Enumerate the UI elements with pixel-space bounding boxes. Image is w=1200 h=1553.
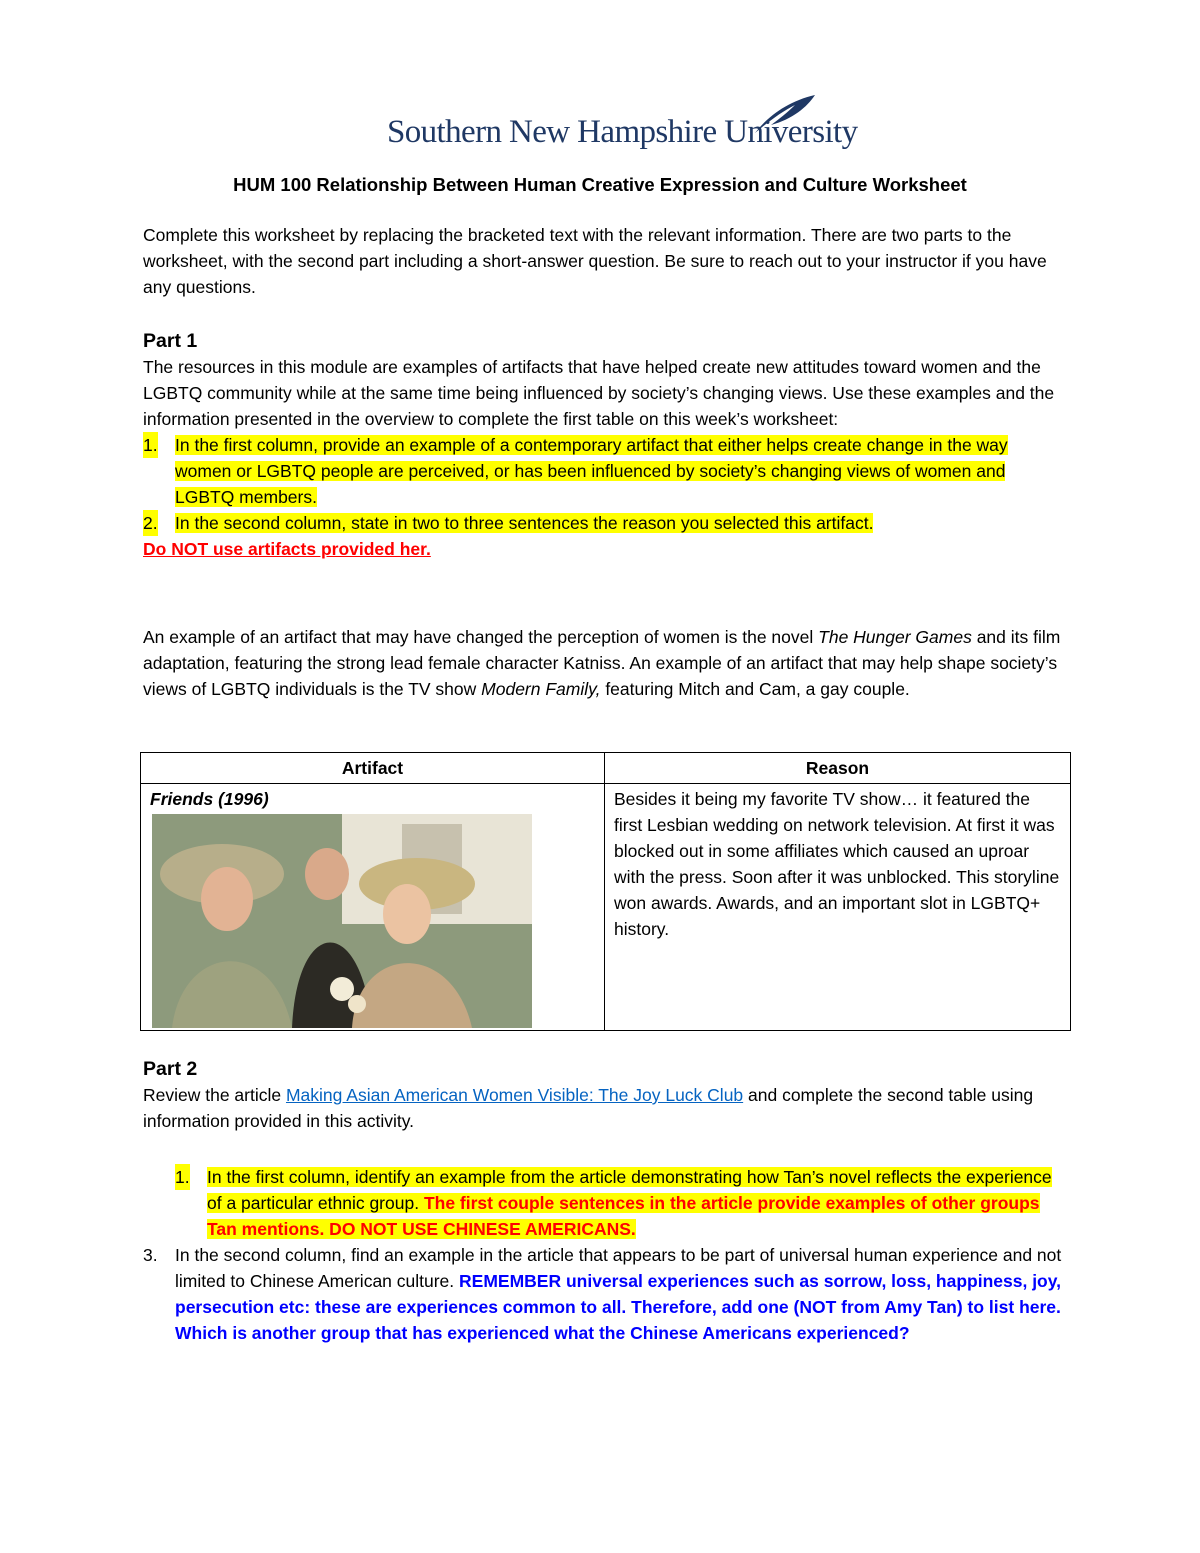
table-header-row	[141, 753, 1071, 784]
column-header-artifact: Artifact	[141, 753, 605, 784]
photo-illustration	[152, 814, 532, 1028]
part2-instruction-3	[143, 1242, 1068, 1346]
university-logo	[383, 93, 858, 165]
intro-paragraph: Complete this worksheet by replacing the bracketed text with the relevant information. There are two parts to the worksheet, with the second part including a short-answer question. Be sure to reach out to your instructor if you have any questions.	[143, 225, 1047, 297]
reason-cell: Besides it being my favorite TV show… it featured the first Lesbian wedding on network television. At first it was blocked out in some affiliates which caused an uproar with the press. Soon after it was unblocked. This storyline won awards. Awards, and an important slot in LGBTQ+ history.	[605, 784, 1071, 1031]
table-row	[141, 784, 1071, 1031]
part2-instructions	[175, 1164, 1068, 1242]
list-item: 2. In the second column, state in two to three sentences the reason you selected this artifact.	[143, 510, 1068, 536]
column-header-reason: Reason	[605, 753, 1071, 784]
part1-heading: Part 1	[143, 330, 198, 352]
article-link[interactable]: Making Asian American Women Visible: The Joy Luck Club	[285, 1085, 744, 1105]
logo-text: Southern New Hampshire University	[387, 114, 858, 150]
part2-review: Review the article Making Asian American Women Visible: The Joy Luck Club and complete the second table using information provided in this activity.	[143, 1085, 1034, 1131]
list-item: 3. In the second column, find an example in the article that appears to be part of universal human experience and not limited to Chinese American culture. REMEMBER universal experiences such as sorrow, loss, happiness, joy, persecution etc: these are experiences common to all. Therefore, add one (NOT from Amy Tan) to list here. Which is another group that has experienced what the Chinese Americans experienced?	[143, 1245, 1062, 1343]
page-title: HUM 100 Relationship Between Human Creative Expression and Culture Worksheet	[233, 174, 967, 195]
part2-heading: Part 2	[143, 1058, 198, 1080]
warning-text: Do NOT use artifacts provided her.	[143, 539, 431, 559]
example-paragraph: An example of an artifact that may have changed the perception of women is the novel The Hunger Games and its film adaptation, featuring the strong lead female character Katniss. An example of an artifact that may help shape society’s views of LGBTQ individuals is the TV show Modern Family, featuring Mitch and Cam, a gay couple.	[143, 627, 1061, 699]
part2-section	[143, 1056, 1068, 1134]
part1-description: The resources in this module are examples of artifacts that have helped create new attitudes toward women and the LGBTQ community while at the same time being influenced by society’s changing views. Use these examples and the information presented in the overview to complete the first table on this week’s worksheet:	[143, 357, 1055, 429]
list-item: 1. In the first column, identify an example from the article demonstrating how Tan’s novel reflects the experience of a particular ethnic group. The first couple sentences in the article provide examples of other groups Tan mentions. DO NOT USE CHINESE AMERICANS.	[175, 1164, 1068, 1242]
artifact-photo	[152, 814, 532, 1028]
artifact-table	[140, 752, 1071, 1031]
part1-section	[143, 328, 1068, 562]
artifact-cell	[141, 784, 605, 1031]
list-item: 1. In the first column, provide an example of a contemporary artifact that either helps create change in the way women or LGBTQ people are perceived, or has been influenced by society’s changing views of women and LGBTQ members.	[143, 432, 1068, 510]
part1-instructions	[143, 432, 1068, 536]
artifact-title: Friends (1996)	[150, 789, 269, 809]
